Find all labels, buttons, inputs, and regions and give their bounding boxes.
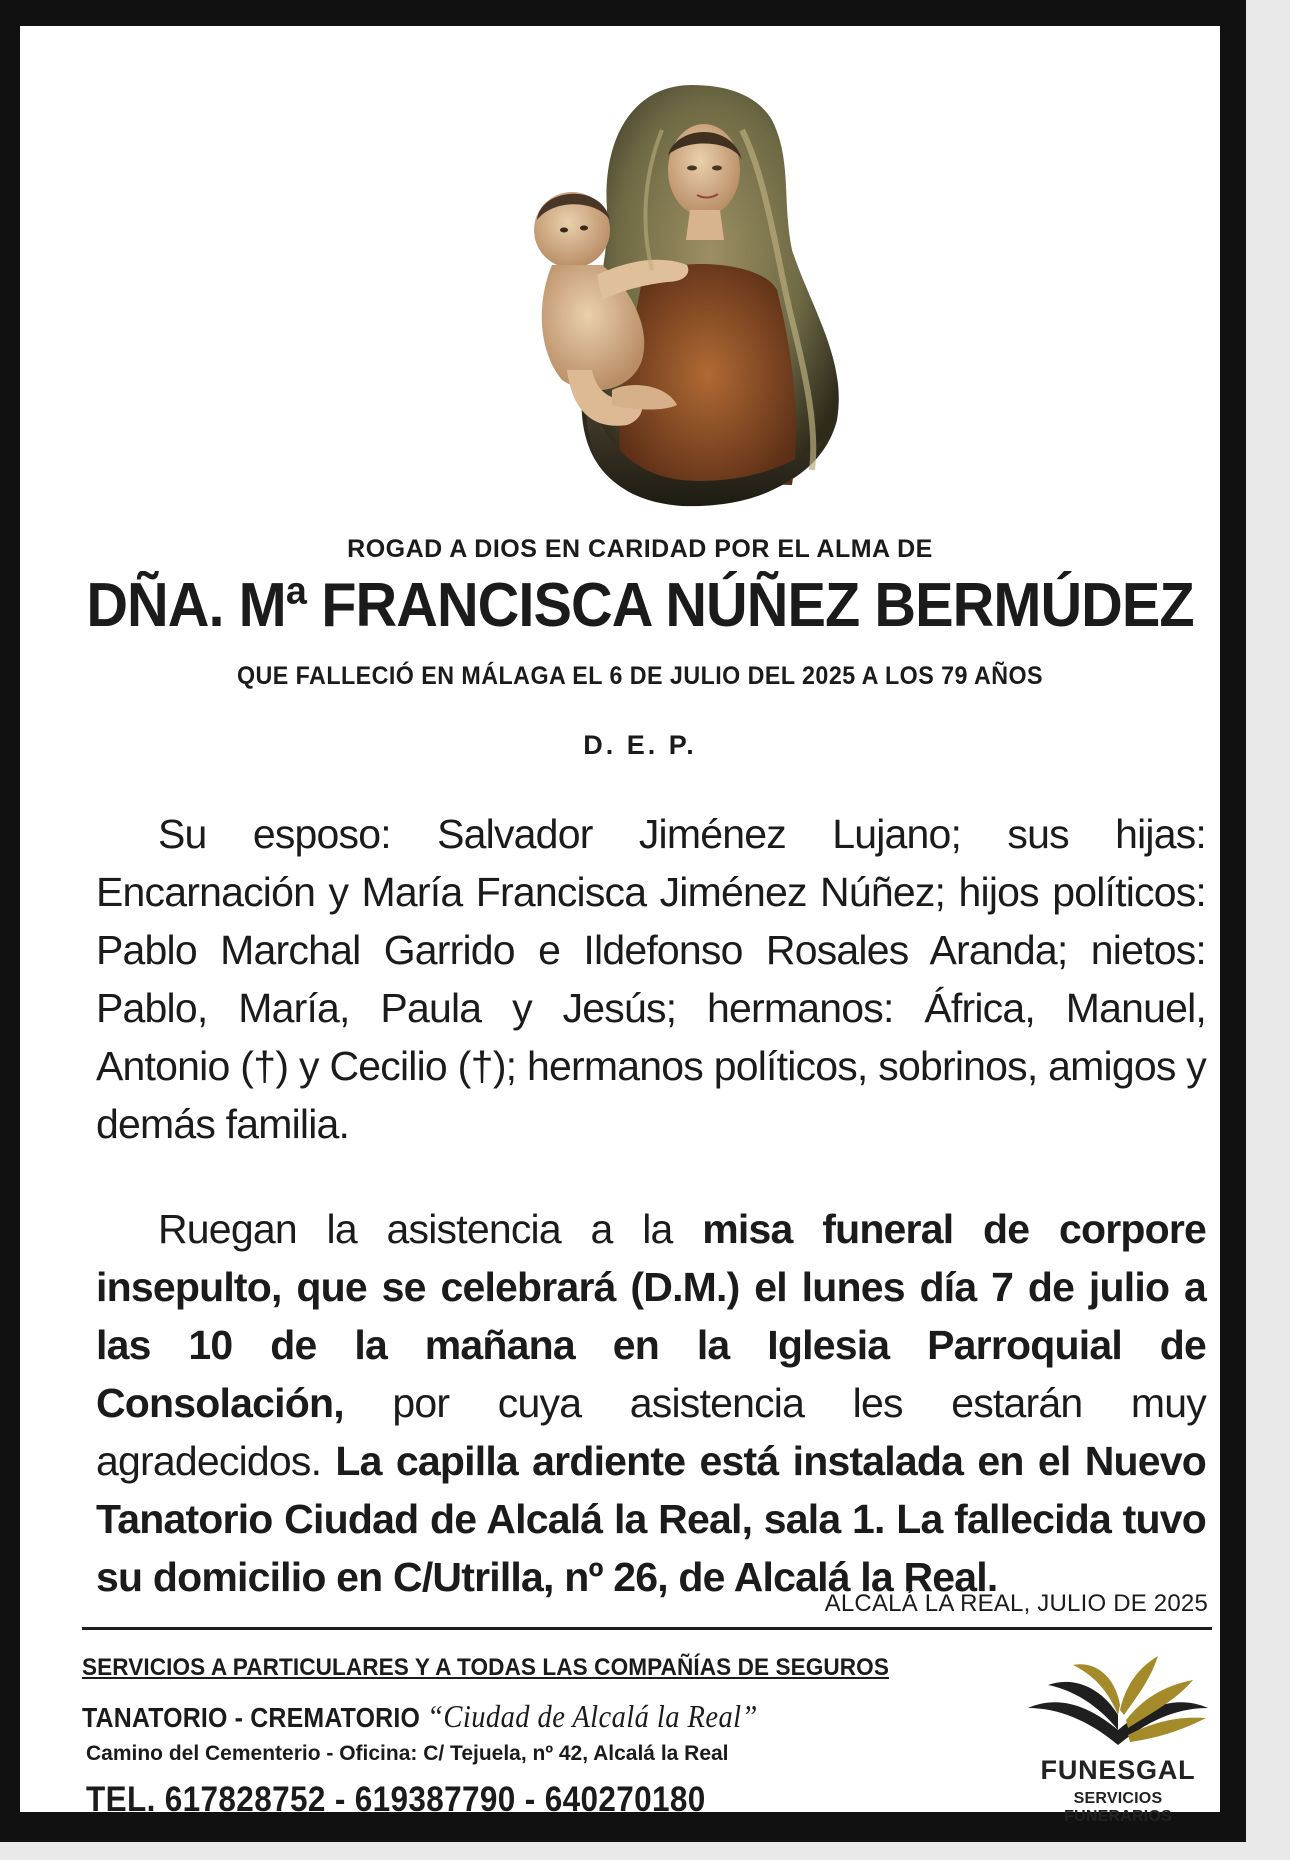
deceased-name: DÑA. Mª FRANCISCA NÚÑEZ BERMÚDEZ (86, 571, 1194, 640)
funeral-text-bold-1: misa funeral de corpore insepulto, que se celebrará (D.M.) el lunes día 7 de julio a las 10 de la mañana en la Iglesia Parroquial de Consolación, (96, 1206, 1207, 1426)
funeral-text-plain-1: Ruegan la asistencia a la (158, 1206, 703, 1252)
prayer-intro: ROGAD A DIOS EN CARIDAD POR EL ALMA DE (347, 535, 933, 563)
place-date: ALCALÁ LA REAL, JULIO DE 2025 (824, 1590, 1208, 1617)
page-edge-bottom (0, 1842, 1290, 1860)
address-line: Camino del Cementerio - Oficina: C/ Tejuela, nº 42, Alcalá la Real (86, 1742, 729, 1765)
logo-subtitle: SERVICIOS FUNERARIOS (1064, 1790, 1172, 1825)
tanatorio-name: “Ciudad de Alcalá la Real” (427, 1698, 758, 1734)
services-line: SERVICIOS A PARTICULARES Y A TODAS LAS COMPAÑÍAS DE SEGUROS (82, 1654, 889, 1681)
funeral-paragraph (96, 1200, 1206, 1606)
funesgal-leaf-icon (1018, 1650, 1218, 1755)
virgin-and-child-illustration (492, 60, 862, 510)
death-info: QUE FALLECIÓ EN MÁLAGA EL 6 DE JULIO DEL 2025 A LOS 79 AÑOS (236, 662, 1044, 690)
family-paragraph: Su esposo: Salvador Jiménez Lujano; sus hijas: Encarnación y María Francisca Jiménez Núñez; hijos políticos: Pablo Marchal Garrido e Ildefonso Rosales Aranda; nietos: Pablo, María, Paula y Jesús; hermanos: África, Manuel, Antonio (†) y Cecilio (†); hermanos políticos, sobrinos, amigos y demás familia. (96, 811, 1206, 1147)
phone-line: TEL. 617828752 - 619387790 - 640270180 (86, 1780, 706, 1819)
tanatorio-line (82, 1698, 758, 1735)
funeral-text-plain-2: por cuya asistencia les estarán muy agradecidos. (96, 1380, 1206, 1484)
footer-divider (82, 1627, 1212, 1630)
funesgal-logo (1018, 1650, 1218, 1825)
funeral-text-bold-2: La capilla ardiente está instalada en el Nuevo Tanatorio Ciudad de Alcalá la Real, sala 1. La fallecida tuvo su domicilio en C/Utrilla, nº 26, de Alcalá la Real. (96, 1438, 1207, 1600)
tanatorio-label: TANATORIO - CREMATORIO (82, 1702, 421, 1733)
logo-name: FUNESGAL (1040, 1755, 1196, 1785)
obituary-content (40, 30, 1240, 1825)
virgin-and-child-image (492, 60, 862, 510)
page-edge-right (1246, 0, 1290, 1860)
rest-in-peace: D. E. P. (583, 730, 697, 760)
